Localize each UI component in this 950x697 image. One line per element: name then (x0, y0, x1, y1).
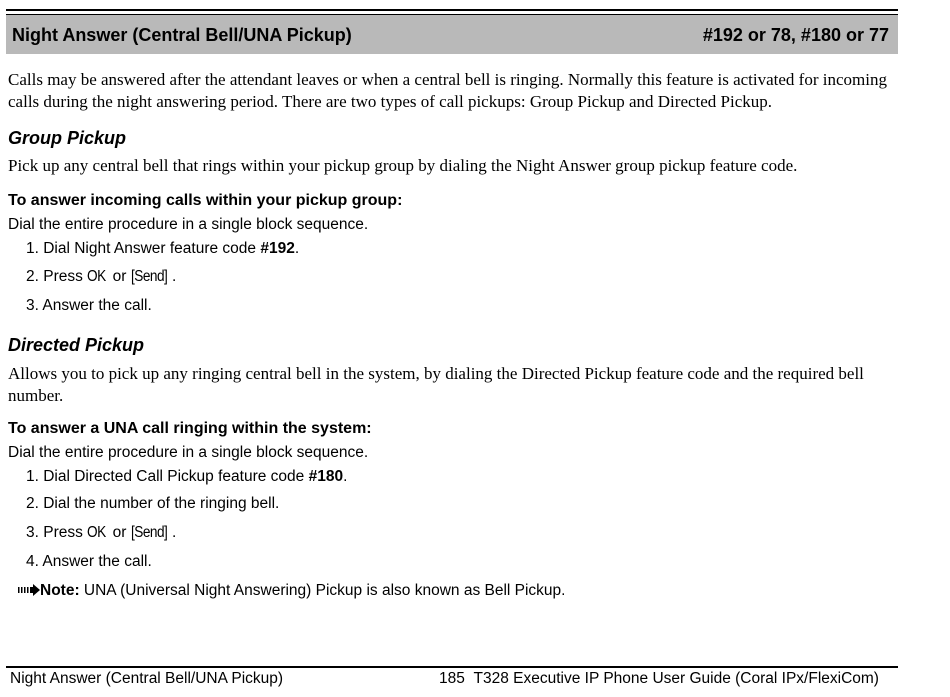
page-title: Night Answer (Central Bell/UNA Pickup) (12, 25, 352, 45)
footer-guide (439, 670, 879, 688)
note-arrow-icon (18, 584, 40, 596)
footer-rule (6, 666, 898, 668)
send-key: [Send] (130, 268, 168, 285)
directed-pickup-procedure-intro: Dial the entire procedure in a single block sequence. (8, 444, 369, 461)
group-pickup-step-1: 1. Dial Night Answer feature code #192. (26, 240, 300, 257)
send-key: [Send] (130, 524, 168, 541)
top-rule (6, 9, 898, 11)
note (18, 582, 565, 600)
ok-key: OK (87, 524, 106, 541)
feature-codes: #192 or 78, #180 or 77 (702, 25, 889, 45)
intro-paragraph: Calls may be answered after the attendant leaves or when a central bell is ringing. Normally this feature is activated for incoming calls during the night answering period. There are two types of call pickups: Group Pickup and Directed Pickup. (8, 70, 887, 111)
page-number: 185 (439, 670, 465, 687)
group-pickup-procedure-heading: To answer incoming calls within your pickup group: (8, 192, 403, 209)
page-header-bar (6, 14, 898, 54)
note-text: UNA (Universal Night Answering) Pickup is also known as Bell Pickup. (79, 582, 566, 599)
feature-code: #180 (308, 468, 344, 485)
directed-pickup-step-1: 1. Dial Directed Call Pickup feature code #180. (26, 468, 348, 485)
directed-pickup-step-4: 4. Answer the call. (26, 553, 152, 570)
directed-pickup-step-3: 3. Press OK or [Send] . (26, 524, 177, 541)
group-pickup-description: Pick up any central bell that rings within your pickup group by dialing the Night Answer group pickup feature code. (8, 156, 798, 175)
directed-pickup-heading: Directed Pickup (8, 335, 145, 355)
directed-pickup-description: Allows you to pick up any ringing central bell in the system, by dialing the Directed Pickup feature code and the required bell number. (8, 364, 864, 405)
group-pickup-heading: Group Pickup (8, 128, 127, 148)
note-label: Note: (40, 582, 80, 599)
group-pickup-step-2: 2. Press OK or [Send] . (26, 268, 177, 285)
footer-section-title: Night Answer (Central Bell/UNA Pickup) (10, 670, 284, 687)
directed-pickup-procedure-heading: To answer a UNA call ringing within the system: (8, 420, 372, 437)
directed-pickup-step-2: 2. Dial the number of the ringing bell. (26, 495, 280, 512)
group-pickup-step-3: 3. Answer the call. (26, 297, 152, 314)
group-pickup-procedure-intro: Dial the entire procedure in a single block sequence. (8, 216, 369, 233)
feature-code: #192 (260, 240, 295, 257)
ok-key: OK (87, 268, 106, 285)
guide-title: T328 Executive IP Phone User Guide (Coral IPx/FlexiCom) (473, 670, 879, 687)
